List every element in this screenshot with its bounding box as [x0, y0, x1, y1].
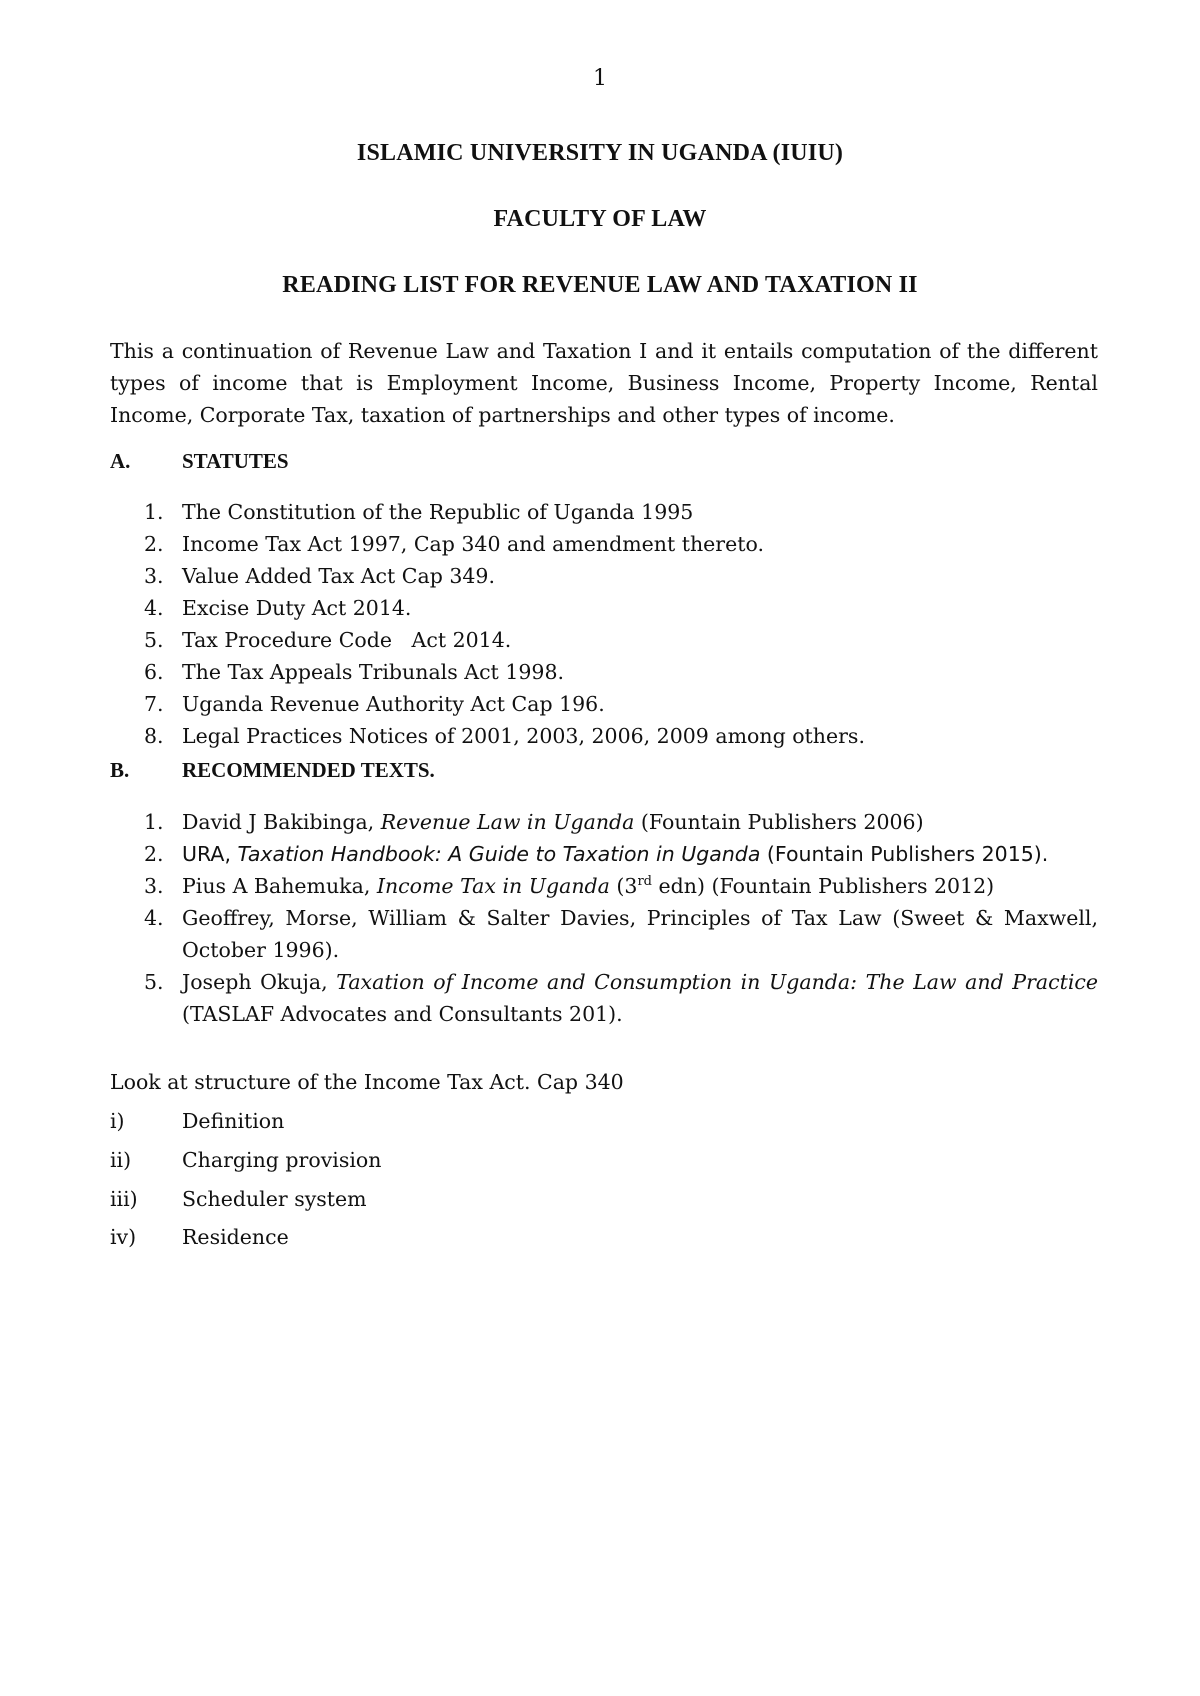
list-item: [0, 592, 1098, 624]
intro-paragraph: This a continuation of Revenue Law and Taxation I and it entails computation of the different types of income that is Employment Income, Business Income, Property Income, Rental Income, Corporate Tax, taxation of partnerships and other types of income.: [110, 339, 1098, 427]
list-item: [0, 838, 1098, 870]
item-title: Income Tax in Uganda: [376, 874, 610, 898]
structure-item: [110, 1144, 381, 1176]
item-text: Tax Procedure Code Act 2014.: [182, 628, 512, 652]
statutes-list: [0, 496, 1098, 752]
item-publisher: (Fountain Publishers 2006): [634, 810, 924, 834]
section-b-title: RECOMMENDED TEXTS.: [182, 758, 435, 782]
item-text: Definition: [182, 1109, 285, 1133]
item-number: 5.: [144, 628, 164, 652]
item-number: 5.: [144, 970, 164, 994]
item-author: Joseph Okuja,: [182, 970, 337, 994]
list-item: [0, 656, 1098, 688]
section-b-letter: B.: [110, 758, 130, 782]
item-number: iii): [110, 1187, 138, 1211]
item-author: David J Bakibinga,: [182, 810, 381, 834]
list-item: [0, 560, 1098, 592]
item-number: 2.: [144, 842, 164, 866]
item-title: Revenue Law in Uganda: [380, 810, 635, 834]
item-number: 1.: [144, 500, 164, 524]
structure-item: [110, 1183, 367, 1215]
item-text: Income Tax Act 1997, Cap 340 and amendment thereto.: [182, 532, 764, 556]
section-a-title: STATUTES: [182, 449, 289, 473]
faculty-heading: FACULTY OF LAW: [493, 206, 707, 232]
list-item: [0, 496, 1098, 528]
list-item: [0, 528, 1098, 560]
item-author: Pius A Bahemuka,: [182, 874, 377, 898]
item-text: Excise Duty Act 2014.: [182, 596, 412, 620]
item-text: Legal Practices Notices of 2001, 2003, 2006, 2009 among others.: [182, 724, 865, 748]
item-publisher: (Fountain Publishers 2015).: [760, 842, 1049, 866]
structure-item: [110, 1105, 284, 1137]
document-title: READING LIST FOR REVENUE LAW AND TAXATION II: [282, 272, 918, 298]
item-title: Taxation Handbook: A Guide to Taxation in Uganda: [237, 842, 761, 866]
structure-item: [110, 1221, 289, 1253]
item-text: Scheduler system: [182, 1187, 367, 1211]
page-number: 1: [593, 66, 607, 91]
list-item: [0, 624, 1098, 656]
item-text: Charging provision: [182, 1148, 382, 1172]
recommended-texts-list: [0, 806, 1098, 1030]
list-item: [0, 902, 1098, 966]
item-number: ii): [110, 1148, 132, 1172]
item-number: 4.: [144, 596, 164, 620]
list-item: [0, 806, 1098, 838]
list-item: [0, 688, 1098, 720]
list-item: [0, 720, 1098, 752]
item-publisher: edn) (Fountain Publishers 2012): [652, 874, 995, 898]
item-title: Taxation of Income and Consumption in Uganda: The Law and Practice: [336, 970, 1098, 994]
item-number: 4.: [144, 906, 164, 930]
item-text: Uganda Revenue Authority Act Cap 196.: [182, 692, 605, 716]
item-number: 3.: [144, 874, 164, 898]
item-text: Geoffrey, Morse, William & Salter Davies, Principles of Tax Law (Sweet & Maxwell, October 1996).: [182, 906, 1098, 962]
university-heading: ISLAMIC UNIVERSITY IN UGANDA (IUIU): [356, 140, 844, 166]
item-edition-suffix: rd: [637, 874, 653, 890]
item-number: 1.: [144, 810, 164, 834]
item-number: 8.: [144, 724, 164, 748]
item-text: Value Added Tax Act Cap 349.: [182, 564, 495, 588]
list-item: [0, 966, 1098, 1030]
item-number: 7.: [144, 692, 164, 716]
item-number: 2.: [144, 532, 164, 556]
structure-intro: Look at structure of the Income Tax Act. Cap 340: [110, 1070, 624, 1094]
item-edition: (3: [609, 874, 638, 898]
item-publisher: (TASLAF Advocates and Consultants 201).: [182, 1002, 623, 1026]
item-text: The Constitution of the Republic of Uganda 1995: [182, 500, 694, 524]
item-number: i): [110, 1109, 125, 1133]
item-number: iv): [110, 1225, 137, 1249]
item-author: URA,: [182, 842, 238, 866]
item-number: 6.: [144, 660, 164, 684]
item-text: The Tax Appeals Tribunals Act 1998.: [182, 660, 565, 684]
item-number: 3.: [144, 564, 164, 588]
section-a-letter: A.: [110, 449, 131, 473]
item-text: Residence: [182, 1225, 289, 1249]
list-item: [0, 870, 1098, 902]
